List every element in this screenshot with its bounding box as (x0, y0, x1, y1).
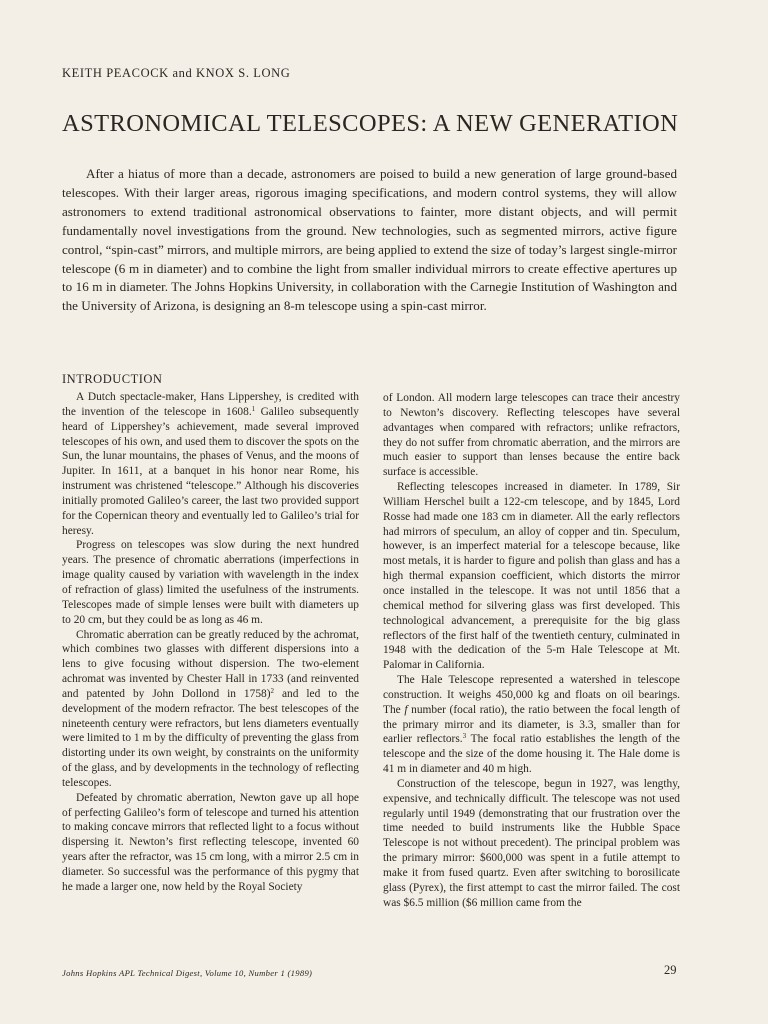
paragraph: Progress on telescopes was slow during the next hundred years. The presence of chromatic aberrations (imperfections in image quality caused by variation with wavelength in the index of refraction of glass) limited the usefulness of the instruments. Telescopes made of simple lenses were built with diameters up to 20 cm, but they could be as long as 46 m. (62, 539, 359, 626)
page-number: 29 (664, 963, 677, 977)
paragraph: The Hale Telescope represented a watershed in telescope construction. It weighs 450,000 kg and floats on oil bearings. The f number (focal ratio), the ratio between the focal length of the primary mirror and its diameter, is 3.3, smaller than for earlier reflectors.$^3$ The focal ratio establishes the length of the telescope and the size of the dome housing it. The Hale dome is 41 m in diameter and 40 m high. (383, 674, 680, 776)
journal-footer: Johns Hopkins APL Technical Digest, Volume 10, Number 1 (1989) (62, 968, 313, 978)
paragraph: Defeated by chromatic aberration, Newton gave up all hope of perfecting Galileo’s form of telescope and turned his attention to making concave mirrors that reflected light to a focus without dispersing it. Newton’s first reflecting telescope, invented 60 years after the refractor, was 15 cm long, with a mirror 2.5 cm in diameter. So successful was the performance of this pygmy that he made a larger one, now held by the Royal Society (62, 791, 359, 893)
article-abstract: After a hiatus of more than a decade, astronomers are poised to build a new generation of large ground-based telescopes. With their larger areas, rigorous imaging specifications, and modern control systems, they will allow astronomers to extend traditional astronomical observations to fainter, more distant objects, and will permit fundamentally novel investigations from the ground. New technologies, such as segmented mirrors, active figure control, “spin-cast” mirrors, and multiple mirrors, are being applied to extend the size of today’s largest single-mirror telescope (6 m in diameter) and to combine the light from smaller individual mirrors to create effective apertures up to 16 m in diameter. The Johns Hopkins University, in collaboration with the Carnegie Institution of Washington and the University of Arizona, is designing an 8-m telescope using a spin-cast mirror. (62, 166, 677, 314)
text-column-right (383, 391, 680, 911)
article-title: ASTRONOMICAL TELESCOPES: A NEW GENERATION (62, 110, 679, 137)
footnote-ref: 2 (270, 686, 274, 695)
paragraph: Reflecting telescopes increased in diameter. In 1789, Sir William Herschel built a 122-cm telescope, and by 1845, Lord Rosse had made one 183 cm in diameter. All the early reflectors had mirrors of speculum, an alloy of copper and tin. Speculum, however, is an imperfect material for a telescope because, like most metals, it is harder to figure and polish than glass and has a high thermal expansion coefficient, which distorts the mirror once installed in the telescope. It was not until 1856 that a chemical method for silvering glass was first developed. This technological advancement, a prerequisite for the big glass reflectors of the first half of the twentieth century, culminated in 1948 with the dedication of the 5-m Hale Telescope at Mt. Palomar in California. (383, 481, 680, 672)
paragraph: A Dutch spectacle-maker, Hans Lippershey, is credited with the invention of the telescope in 1608.$^1$ Galileo subsequently heard of Lippershey’s achievement, made several improved telescopes of his own, and used them to discover the spots on the Sun, the lunar mountains, the phases of Venus, and the moons of Jupiter. In 1611, at a banquet in his honor near Rome, his instrument was christened “telescope.” Although his discoveries initially promoted Galileo’s career, the last two provided support for the Copernican theory and eventually led to Galileo’s trial for heresy. (62, 391, 359, 537)
article-authors: KEITH PEACOCK and KNOX S. LONG (62, 66, 291, 80)
paragraph: Chromatic aberration can be greatly reduced by the achromat, which combines two glasses with different dispersions into a lens to give focusing without dispersion. The two-element achromat was invented by Chester Hall in 1733 (and reinvented and patented by John Dollond in 1758)$^2$ and led to the development of the modern refractor. The best telescopes of the nineteenth century were refractors, but lens diameters eventually were limited to 1 m by the difficulty of preventing the glass from distorting under its own weight, by constraints on the uniformity of the glass, and by developments in the technology of reflecting telescopes. (62, 628, 359, 789)
section-heading-introduction: INTRODUCTION (62, 372, 163, 386)
paragraph-continued: of London. All modern large telescopes can trace their ancestry to Newton’s discovery. Reflecting telescopes have several advantages when compared with refractors; unlike refractors, they do not suffer from chromatic aberration, and the mirrors are much easier to support than lenses because the entire back surface is accessible. (383, 392, 680, 479)
footnote-ref: 1 (251, 404, 256, 413)
paragraph: Construction of the telescope, begun in 1927, was lengthy, expensive, and technically difficult. The telescope was not used regularly until 1949 (demonstrating that our frustration over the time needed to build instruments like the Hubble Space Telescope is not without precedent). The principal problem was the primary mirror: $600,000 was spent in a futile attempt to make it from fused quartz. Even after switching to borosilicate glass (Pyrex), the first attempt to cast the mirror failed. The cost was $6.5 million ($6 million came from the (383, 777, 680, 909)
text-column-left (62, 390, 359, 895)
footnote-ref: 3 (462, 732, 467, 741)
